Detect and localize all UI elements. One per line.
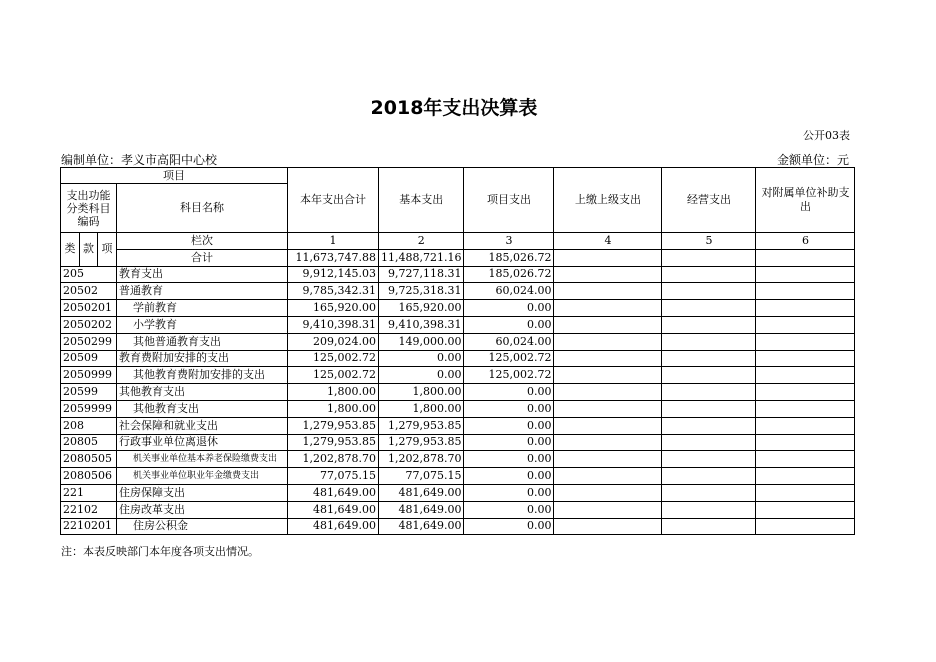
header-kuan: 款 — [80, 233, 98, 267]
table-row — [61, 518, 855, 535]
row-operating-expense — [662, 333, 756, 350]
row-code: 20509 — [61, 350, 117, 367]
row-operating-expense — [662, 484, 756, 501]
row-subject-name: 普通教育 — [117, 283, 288, 300]
row-upper-payment — [554, 484, 662, 501]
row-total-expense: 9,912,145.03 — [288, 266, 379, 283]
row-code: 221 — [61, 484, 117, 501]
table-row — [61, 384, 855, 401]
row-total-expense: 481,649.00 — [288, 518, 379, 535]
table-row — [61, 300, 855, 317]
row-subject-name: 其他普通教育支出 — [117, 333, 288, 350]
total-value-5 — [662, 249, 756, 266]
row-code: 22102 — [61, 501, 117, 518]
row-operating-expense — [662, 451, 756, 468]
table-row — [61, 283, 855, 300]
row-total-expense: 1,800.00 — [288, 400, 379, 417]
total-value-6 — [756, 249, 855, 266]
row-basic-expense: 1,279,953.85 — [379, 434, 464, 451]
row-subsidiary-subsidy — [756, 283, 855, 300]
row-subsidiary-subsidy — [756, 468, 855, 485]
row-code: 2080506 — [61, 468, 117, 485]
row-upper-payment — [554, 468, 662, 485]
col-num-2: 2 — [379, 233, 464, 250]
amount-unit: 金额单位：元 — [776, 153, 849, 167]
row-code: 2050299 — [61, 333, 117, 350]
row-project-expense: 0.00 — [464, 484, 554, 501]
col-num-3: 3 — [464, 233, 554, 250]
row-total-expense: 125,002.72 — [288, 367, 379, 384]
row-operating-expense — [662, 384, 756, 401]
table-row — [61, 434, 855, 451]
row-code: 2050202 — [61, 316, 117, 333]
row-basic-expense: 481,649.00 — [379, 484, 464, 501]
row-total-expense: 481,649.00 — [288, 484, 379, 501]
row-project-expense: 0.00 — [464, 468, 554, 485]
row-code: 2050999 — [61, 367, 117, 384]
row-project-expense: 185,026.72 — [464, 266, 554, 283]
row-subject-name: 教育费附加安排的支出 — [117, 350, 288, 367]
row-upper-payment — [554, 367, 662, 384]
row-project-expense: 0.00 — [464, 501, 554, 518]
row-basic-expense: 0.00 — [379, 350, 464, 367]
row-project-expense: 0.00 — [464, 316, 554, 333]
compiling-unit: 编制单位：孝义市高阳中心校 — [61, 153, 218, 167]
row-code: 20502 — [61, 283, 117, 300]
row-total-expense: 1,202,878.70 — [288, 451, 379, 468]
row-upper-payment — [554, 350, 662, 367]
row-project-expense: 60,024.00 — [464, 333, 554, 350]
row-operating-expense — [662, 283, 756, 300]
row-subsidiary-subsidy — [756, 434, 855, 451]
total-value-1: 11,673,747.88 — [288, 249, 379, 266]
row-subsidiary-subsidy — [756, 333, 855, 350]
row-subsidiary-subsidy — [756, 400, 855, 417]
row-basic-expense: 9,725,318.31 — [379, 283, 464, 300]
table-row — [61, 316, 855, 333]
row-basic-expense: 0.00 — [379, 367, 464, 384]
row-subject-name: 住房保障支出 — [117, 484, 288, 501]
row-basic-expense: 1,279,953.85 — [379, 417, 464, 434]
row-subsidiary-subsidy — [756, 266, 855, 283]
page-title: 2018年支出决算表 — [370, 97, 538, 119]
row-project-expense: 125,002.72 — [464, 350, 554, 367]
row-upper-payment — [554, 283, 662, 300]
row-code: 20805 — [61, 434, 117, 451]
row-operating-expense — [662, 400, 756, 417]
row-operating-expense — [662, 434, 756, 451]
row-subject-name: 行政事业单位离退休 — [117, 434, 288, 451]
row-basic-expense: 481,649.00 — [379, 518, 464, 535]
row-project-expense: 0.00 — [464, 417, 554, 434]
row-project-expense: 0.00 — [464, 400, 554, 417]
row-basic-expense: 1,202,878.70 — [379, 451, 464, 468]
col-num-1: 1 — [288, 233, 379, 250]
row-basic-expense: 481,649.00 — [379, 501, 464, 518]
col-num-5: 5 — [662, 233, 756, 250]
row-operating-expense — [662, 300, 756, 317]
row-project-expense: 0.00 — [464, 300, 554, 317]
row-upper-payment — [554, 501, 662, 518]
row-upper-payment — [554, 417, 662, 434]
row-total-expense: 9,410,398.31 — [288, 316, 379, 333]
table-row — [61, 266, 855, 283]
row-upper-payment — [554, 451, 662, 468]
header-item: 项目 — [61, 168, 288, 184]
row-project-expense: 125,002.72 — [464, 367, 554, 384]
row-operating-expense — [662, 518, 756, 535]
row-subject-name: 其他教育费附加安排的支出 — [117, 367, 288, 384]
row-subsidiary-subsidy — [756, 316, 855, 333]
header-subject-name: 科目名称 — [117, 184, 288, 233]
form-number: 公开03表 — [803, 129, 850, 142]
row-operating-expense — [662, 316, 756, 333]
row-upper-payment — [554, 266, 662, 283]
row-total-expense: 209,024.00 — [288, 333, 379, 350]
header-col-3: 项目支出 — [464, 168, 554, 233]
header-func-code: 支出功能分类科目编码 — [61, 184, 117, 233]
table-row — [61, 451, 855, 468]
expenditure-table — [60, 167, 855, 535]
row-code: 205 — [61, 266, 117, 283]
table-row — [61, 350, 855, 367]
header-col-5: 经营支出 — [662, 168, 756, 233]
row-subsidiary-subsidy — [756, 417, 855, 434]
row-basic-expense: 77,075.15 — [379, 468, 464, 485]
table-row — [61, 400, 855, 417]
header-col-2: 基本支出 — [379, 168, 464, 233]
row-upper-payment — [554, 434, 662, 451]
row-operating-expense — [662, 367, 756, 384]
row-upper-payment — [554, 333, 662, 350]
row-operating-expense — [662, 501, 756, 518]
row-code: 20599 — [61, 384, 117, 401]
row-operating-expense — [662, 350, 756, 367]
row-upper-payment — [554, 316, 662, 333]
table-row — [61, 367, 855, 384]
header-xiang: 项 — [98, 233, 117, 267]
row-subsidiary-subsidy — [756, 367, 855, 384]
row-subsidiary-subsidy — [756, 350, 855, 367]
total-value-2: 11,488,721.16 — [379, 249, 464, 266]
table-row — [61, 333, 855, 350]
row-basic-expense: 165,920.00 — [379, 300, 464, 317]
row-subject-name: 教育支出 — [117, 266, 288, 283]
row-subsidiary-subsidy — [756, 501, 855, 518]
row-subsidiary-subsidy — [756, 451, 855, 468]
total-label: 合计 — [117, 249, 288, 266]
row-subject-name: 其他教育支出 — [117, 384, 288, 401]
header-col-4: 上缴上级支出 — [554, 168, 662, 233]
row-project-expense: 60,024.00 — [464, 283, 554, 300]
row-subject-name: 社会保障和就业支出 — [117, 417, 288, 434]
row-basic-expense: 149,000.00 — [379, 333, 464, 350]
row-total-expense: 1,279,953.85 — [288, 434, 379, 451]
row-basic-expense: 9,727,118.31 — [379, 266, 464, 283]
row-subject-name: 机关事业单位职业年金缴费支出 — [117, 468, 288, 485]
row-code: 2059999 — [61, 400, 117, 417]
total-value-3: 185,026.72 — [464, 249, 554, 266]
row-total-expense: 165,920.00 — [288, 300, 379, 317]
row-upper-payment — [554, 518, 662, 535]
row-operating-expense — [662, 417, 756, 434]
row-code: 208 — [61, 417, 117, 434]
header-col-6: 对附属单位补助支出 — [756, 168, 855, 233]
row-upper-payment — [554, 384, 662, 401]
row-total-expense: 1,800.00 — [288, 384, 379, 401]
row-total-expense: 77,075.15 — [288, 468, 379, 485]
row-subject-name: 学前教育 — [117, 300, 288, 317]
row-project-expense: 0.00 — [464, 451, 554, 468]
row-operating-expense — [662, 468, 756, 485]
table-row — [61, 501, 855, 518]
row-total-expense: 125,002.72 — [288, 350, 379, 367]
row-project-expense: 0.00 — [464, 518, 554, 535]
table-row — [61, 468, 855, 485]
col-num-4: 4 — [554, 233, 662, 250]
row-subsidiary-subsidy — [756, 484, 855, 501]
table-note: 注：本表反映部门本年度各项支出情况。 — [61, 545, 259, 558]
row-total-expense: 481,649.00 — [288, 501, 379, 518]
row-upper-payment — [554, 300, 662, 317]
header-lanci: 栏次 — [117, 233, 288, 250]
row-code: 2210201 — [61, 518, 117, 535]
row-subsidiary-subsidy — [756, 384, 855, 401]
row-basic-expense: 1,800.00 — [379, 384, 464, 401]
row-subject-name: 住房改革支出 — [117, 501, 288, 518]
row-operating-expense — [662, 266, 756, 283]
row-subject-name: 小学教育 — [117, 316, 288, 333]
row-total-expense: 9,785,342.31 — [288, 283, 379, 300]
row-subject-name: 住房公积金 — [117, 518, 288, 535]
row-subsidiary-subsidy — [756, 518, 855, 535]
row-subject-name: 其他教育支出 — [117, 400, 288, 417]
row-basic-expense: 9,410,398.31 — [379, 316, 464, 333]
header-lei: 类 — [61, 233, 80, 267]
table-row — [61, 417, 855, 434]
row-subsidiary-subsidy — [756, 300, 855, 317]
row-code: 2050201 — [61, 300, 117, 317]
row-project-expense: 0.00 — [464, 434, 554, 451]
table-row — [61, 484, 855, 501]
row-subject-name: 机关事业单位基本养老保险缴费支出 — [117, 451, 288, 468]
total-value-4 — [554, 249, 662, 266]
col-num-6: 6 — [756, 233, 855, 250]
header-col-1: 本年支出合计 — [288, 168, 379, 233]
row-total-expense: 1,279,953.85 — [288, 417, 379, 434]
row-project-expense: 0.00 — [464, 384, 554, 401]
row-code: 2080505 — [61, 451, 117, 468]
row-basic-expense: 1,800.00 — [379, 400, 464, 417]
row-upper-payment — [554, 400, 662, 417]
